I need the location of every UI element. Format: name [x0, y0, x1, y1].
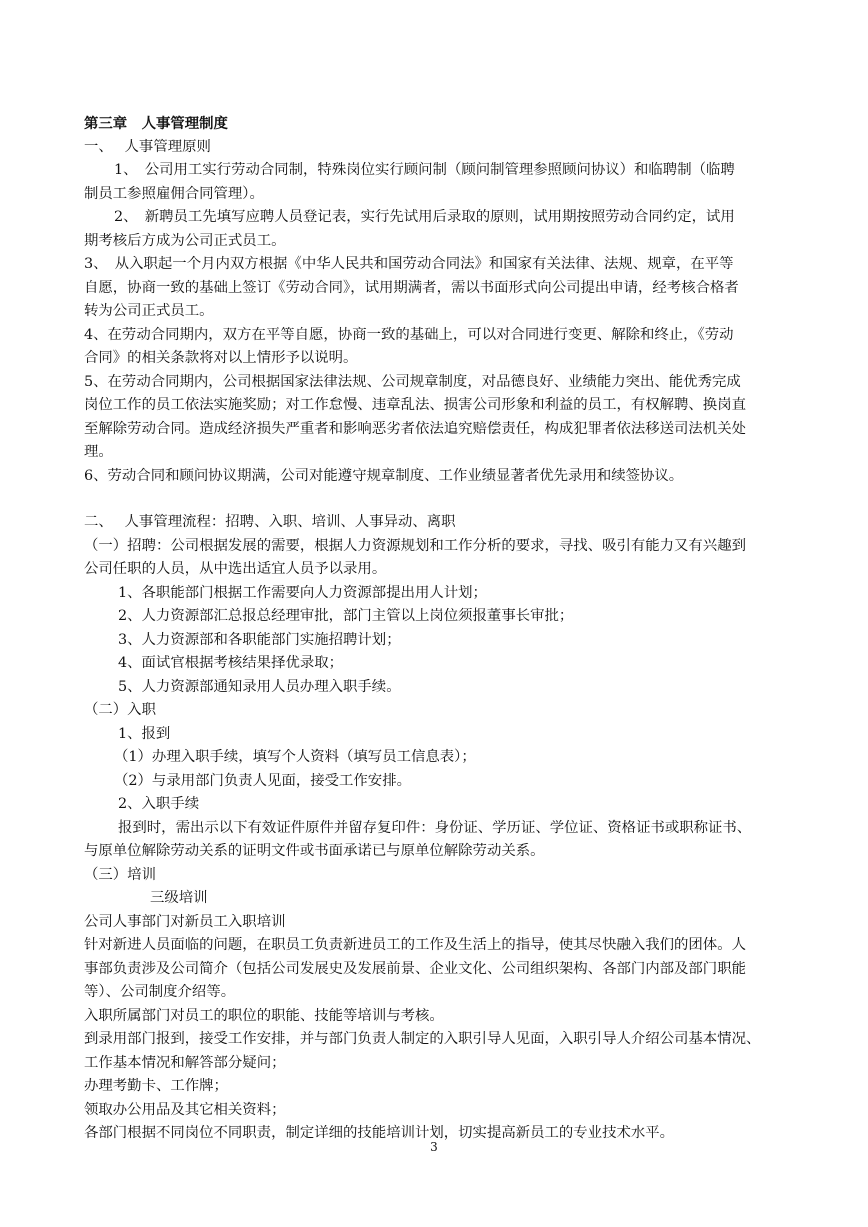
paragraph-line: 2、 新聘员工先填写应聘人员登记表，实行先试用后录取的原则，试用期按照劳动合同约定，试用: [114, 209, 735, 225]
paragraph-line: 针对新进人员面临的问题，在职员工负责新进员工的工作及生活上的指导，使其尽快融入我们的团体。人: [84, 937, 746, 953]
list-item: 3、人力资源部和各职能部门实施招聘计划；: [118, 631, 401, 648]
paragraph-line: 与原单位解除劳动关系的证明文件或书面承诺已与原单位解除劳动关系。: [84, 843, 545, 859]
paragraph-line: 公司人事部门对新员工入职培训: [84, 913, 286, 930]
paragraph-line: 理。: [84, 444, 113, 460]
paragraph-line: 自愿，协商一致的基础上签订《劳动合同》，试用期满者，需以书面形式向公司提出申请，经考核合格者: [84, 279, 739, 296]
paragraph-line: 等）、公司制度介绍等。: [84, 984, 236, 1000]
paragraph-line: 5、在劳动合同期内，公司根据国家法律法规、公司规章制度，对品德良好、业绩能力突出、能优秀完成: [84, 373, 741, 390]
paragraph-line: （一）招聘：公司根据发展的需要，根据人力资源规划和工作分析的要求，寻找、吸引有能力又有兴趣到: [84, 537, 746, 554]
subsection-heading: （二）入职: [84, 702, 156, 718]
paragraph-line: 报到时，需出示以下有效证件原件并留存复印件：身份证、学历证、学位证、资格证书或职称证书、: [118, 819, 752, 836]
paragraph-line: 3、 从入职起一个月内双方根据《中华人民共和国劳动合同法》和国家有关法律、法规、规章，在平等: [84, 256, 734, 272]
list-item: （1）办理入职手续，填写个人资料（填写员工信息表）；: [114, 749, 476, 765]
document-body: [84, 112, 784, 1146]
list-item: 5、人力资源部通知录用人员办理入职手续。: [118, 678, 401, 695]
section2-heading: 二、 人事管理流程：招聘、入职、培训、人事异动、离职: [84, 514, 456, 530]
paragraph-line: 合同》的相关条款将对以上情形予以说明。: [84, 350, 358, 366]
paragraph-line: 工作基本情况和解答部分疑问；: [84, 1054, 286, 1071]
list-item: 1、报到: [118, 725, 171, 742]
paragraph-line: 岗位工作的员工依法实施奖励；对工作怠慢、违章乱法、损害公司形象和利益的员工，有权解聘、换岗直: [84, 397, 746, 413]
list-item: 1、各职能部门根据工作需要向人力资源部提出用人计划；: [118, 584, 487, 601]
paragraph-line: 期考核后方成为公司正式员工。: [84, 232, 286, 249]
subsection-heading: 三级培训: [150, 890, 208, 906]
paragraph-line: 转为公司正式员工。: [84, 303, 214, 319]
paragraph-line: 入职所属部门对员工的职位的职能、技能等培训与考核。: [84, 1007, 444, 1024]
list-item: 2、入职手续: [118, 796, 200, 812]
paragraph-line: 6、劳动合同和顾问协议期满，公司对能遵守规章制度、工作业绩显著者优先录用和续签协议。: [84, 467, 684, 484]
paragraph-line: 领取办公用品及其它相关资料；: [84, 1101, 286, 1118]
paragraph-line: 公司任职的人员，从中选出适宜人员予以录用。: [84, 561, 387, 577]
section1-heading: 一、 人事管理原则: [84, 138, 211, 155]
list-item: 2、人力资源部汇总报总经理审批，部门主管以上岗位须报董事长审批；: [118, 608, 574, 624]
page-number: 3: [430, 1140, 438, 1154]
list-item: （2）与录用部门负责人见面，接受工作安排。: [114, 772, 411, 789]
paragraph-line: 4、在劳动合同期内，双方在平等自愿，协商一致的基础上，可以对合同进行变更、解除和终止，《劳动: [84, 326, 734, 343]
paragraph-line: 至解除劳动合同。造成经济损失严重者和影响恶劣者依法追究赔偿责任，构成犯罪者依法移送司法机关处: [84, 420, 746, 437]
paragraph-line: 办理考勤卡、工作牌；: [84, 1078, 228, 1094]
list-item: 4、面试官根据考核结果择优录取；: [118, 655, 344, 671]
chapter-title: 第三章 人事管理制度: [84, 115, 228, 132]
paragraph-line: 1、 公司用工实行劳动合同制，特殊岗位实行顾问制（顾问制管理参照顾问协议）和临聘制（临聘: [114, 162, 735, 178]
blank-line: [84, 488, 784, 511]
paragraph-line: 各部门根据不同岗位不同职责，制定详细的技能培训计划，切实提高新员工的专业技术水平。: [84, 1125, 675, 1141]
subsection-heading: （三）培训: [84, 866, 156, 883]
paragraph-line: 到录用部门报到，接受工作安排，并与部门负责人制定的入职引导人见面，入职引导人介绍公司基本情况、: [84, 1031, 761, 1047]
paragraph-line: 制员工参照雇佣合同管理）。: [84, 185, 264, 202]
paragraph-line: 事部负责涉及公司简介（包括公司发展史及发展前景、企业文化、公司组织架构、各部门内部及部门职能: [84, 960, 746, 977]
